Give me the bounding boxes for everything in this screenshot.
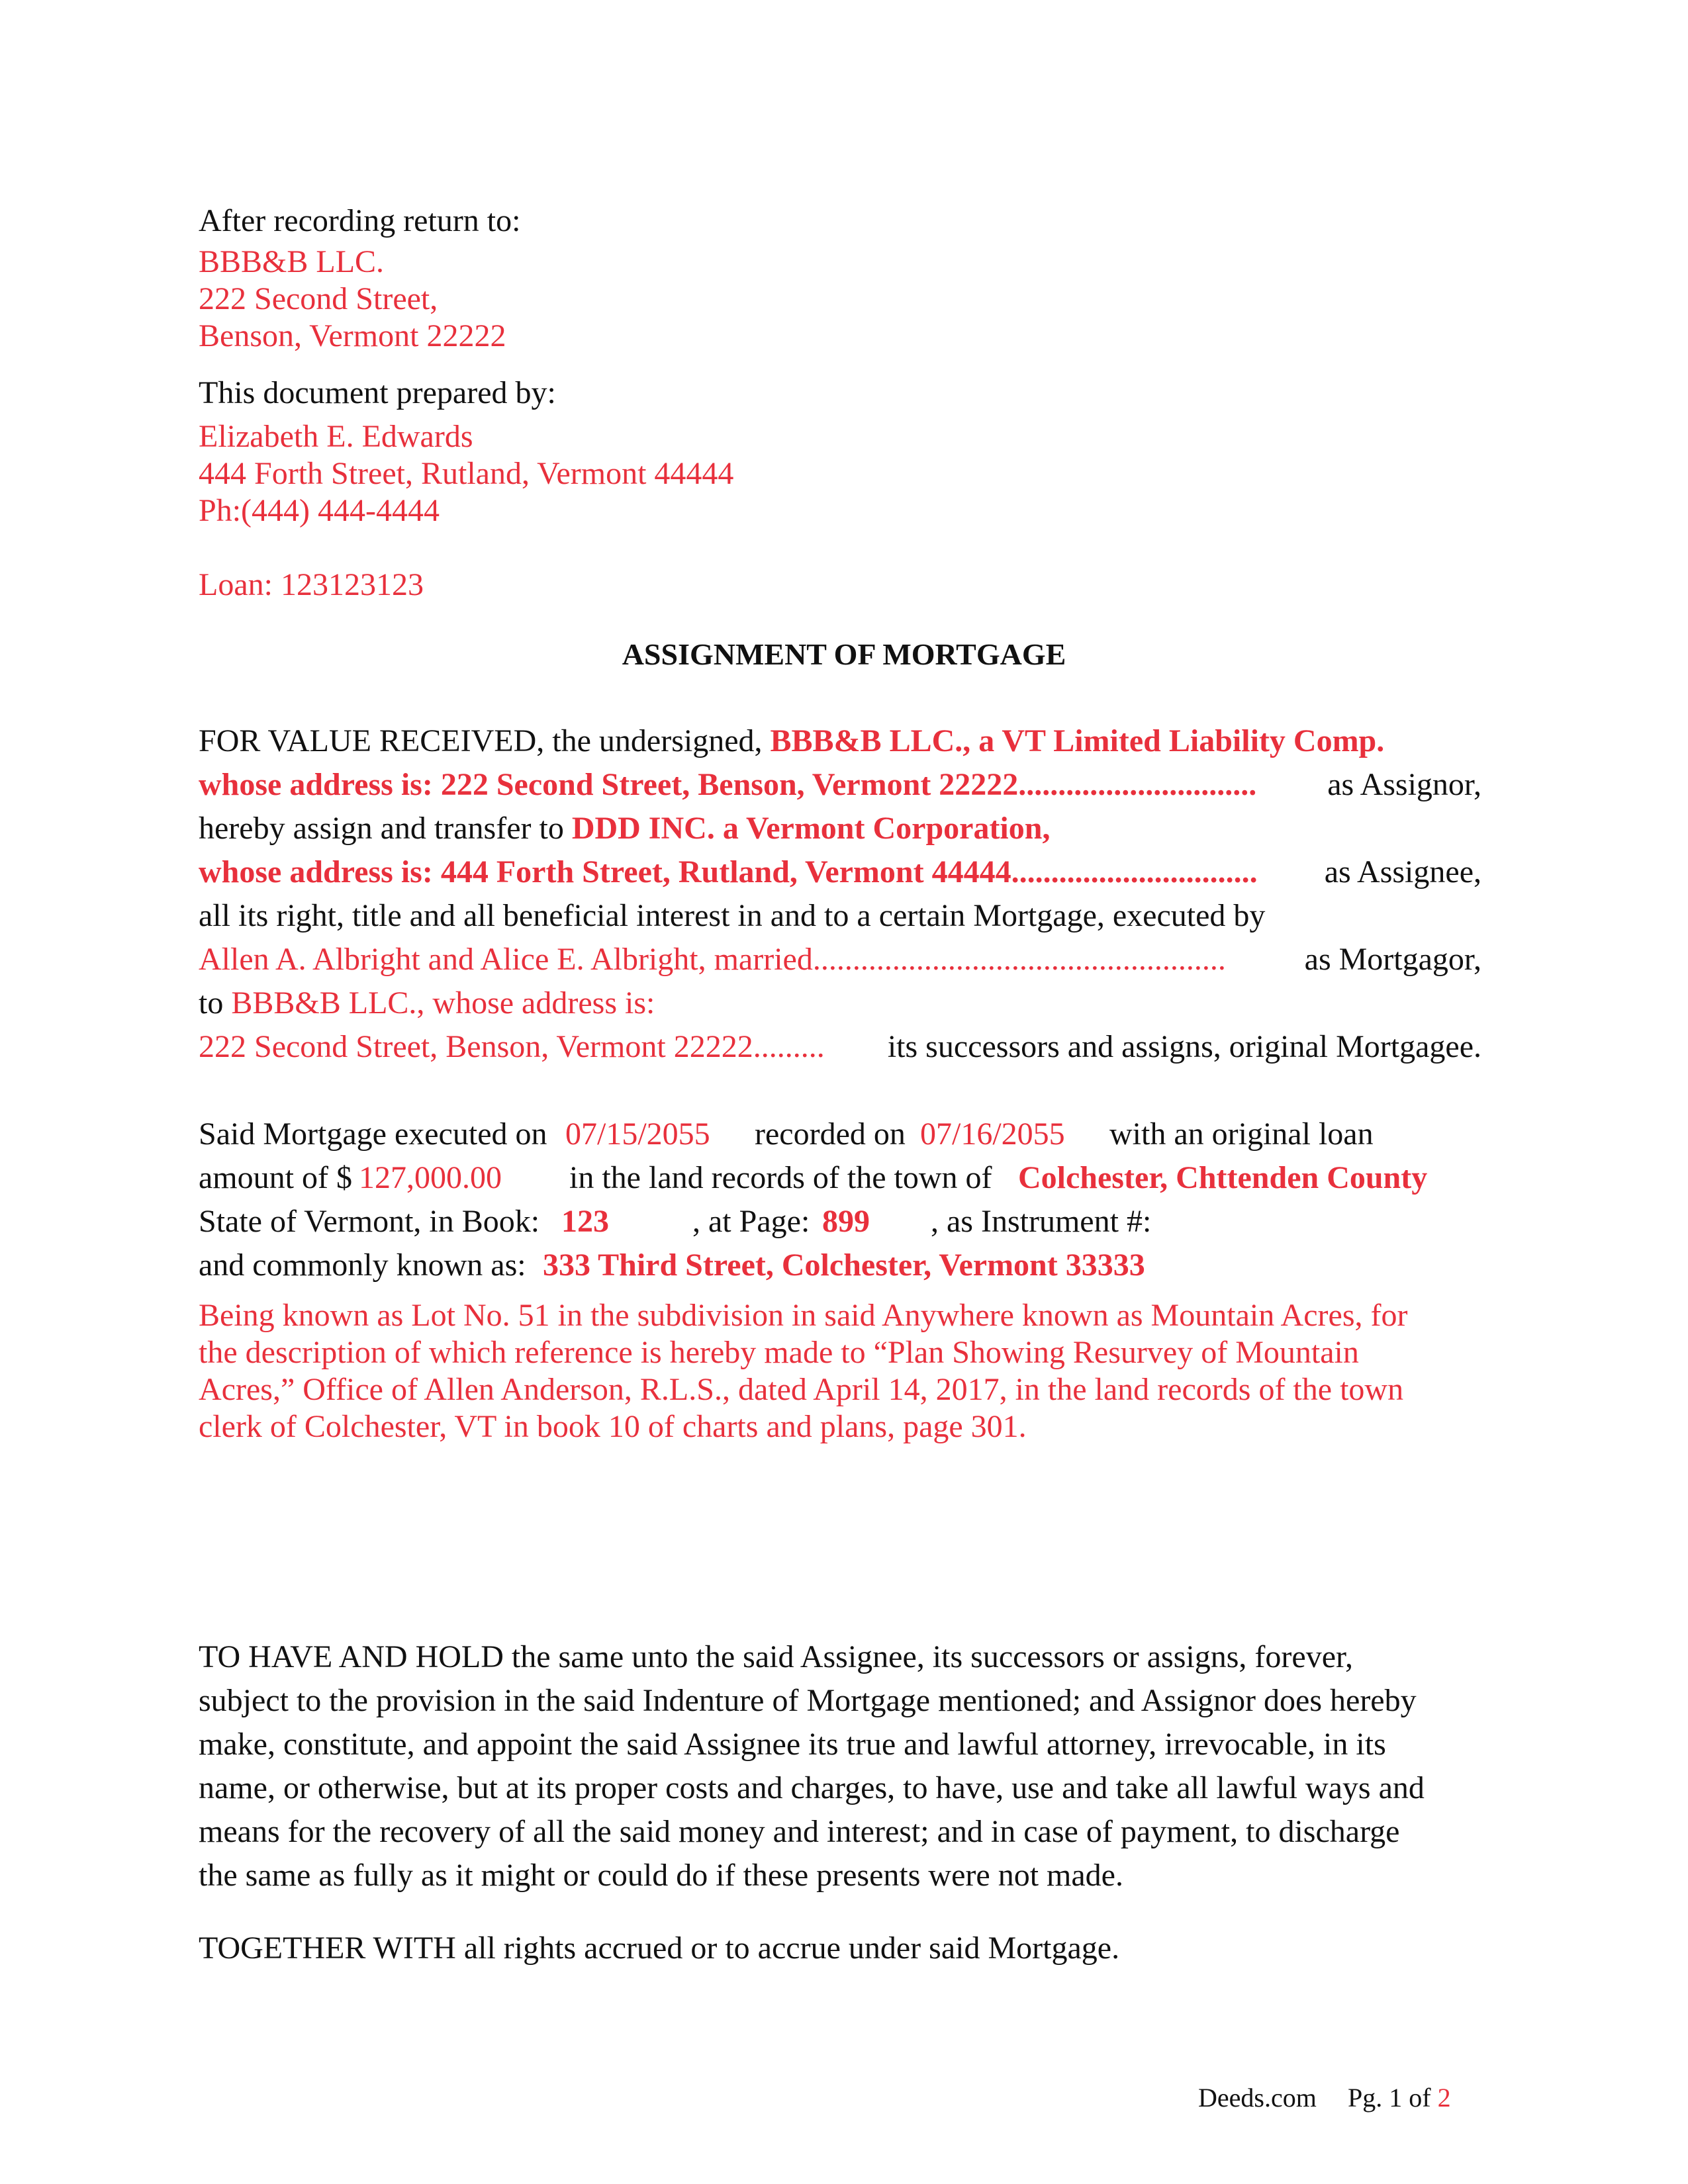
assignee-address: whose address is: 444 Forth Street, Rutland, Vermont 44444............................... xyxy=(199,854,1258,889)
page-count-label: Pg. 1 of xyxy=(1348,2083,1431,2113)
habendum-line: name, or otherwise, but at its proper costs and charges, to have, use and take all lawful ways and xyxy=(199,1770,1425,1805)
assignor-role: as Assignor, xyxy=(1327,767,1481,802)
assignor-address: whose address is: 222 Second Street, Benson, Vermont 22222.............................. xyxy=(199,767,1257,802)
book-label: State of Vermont, in Book: xyxy=(199,1204,540,1239)
habendum-line: make, constitute, and appoint the said Assignee its true and lawful attorney, irrevocable, in its xyxy=(199,1727,1386,1762)
mortgagee-address: 222 Second Street, Benson, Vermont 22222......... xyxy=(199,1029,825,1064)
interest-text: all its right, title and all beneficial interest in and to a certain Mortgage, executed by xyxy=(199,898,1266,933)
property-address: 333 Third Street, Colchester, Vermont 33333 xyxy=(543,1248,1145,1283)
legal-description-line: clerk of Colchester, VT in book 10 of charts and plans, page 301. xyxy=(199,1409,1027,1444)
habendum-line: TO HAVE AND HOLD the same unto the said Assignee, its successors or assigns, forever, xyxy=(199,1639,1354,1674)
loan-number: Loan: 123123123 xyxy=(199,567,424,602)
total-pages: 2 xyxy=(1437,2083,1451,2113)
together-with: TOGETHER WITH all rights accrued or to accrue under said Mortgage. xyxy=(199,1931,1120,1966)
return-to-street: 222 Second Street, xyxy=(199,281,438,316)
executed-label: Said Mortgage executed on xyxy=(199,1116,547,1152)
amount-label: amount of $ xyxy=(199,1160,352,1195)
habendum-line: means for the recovery of all the said money and interest; and in case of payment, to discharge xyxy=(199,1814,1400,1849)
habendum-line: subject to the provision in the said Indenture of Mortgage mentioned; and Assignor does hereby xyxy=(199,1683,1417,1718)
assignor-name: BBB&B LLC., a VT Limited Liability Comp. xyxy=(770,723,1385,758)
original-loan-label: with an original loan xyxy=(1109,1116,1374,1152)
footer-page xyxy=(1348,2085,1451,2111)
assignment-line-1 xyxy=(199,725,1384,757)
book-number: 123 xyxy=(561,1204,609,1239)
preparer-name: Elizabeth E. Edwards xyxy=(199,419,473,454)
mortgagor-role: as Mortgagor, xyxy=(1304,942,1481,977)
footer-site: Deeds.com xyxy=(1198,2083,1317,2113)
legal-description-line: Acres,” Office of Allen Anderson, R.L.S., dated April 14, 2017, in the land records of the town xyxy=(199,1372,1404,1407)
original-mortgagee: BBB&B LLC., whose address is: xyxy=(231,985,655,1021)
return-to-label: After recording return to: xyxy=(199,203,521,238)
return-to-name: BBB&B LLC. xyxy=(199,244,385,279)
loan-amount: 127,000.00 xyxy=(359,1160,502,1195)
recorded-date: 07/16/2055 xyxy=(920,1116,1065,1152)
document-title: ASSIGNMENT OF MORTGAGE xyxy=(622,637,1066,671)
legal-description-line: the description of which reference is hereby made to “Plan Showing Resurvey of Mountain xyxy=(199,1335,1359,1370)
recorded-label: recorded on xyxy=(755,1116,906,1152)
preparer-address: 444 Forth Street, Rutland, Vermont 44444 xyxy=(199,456,734,491)
preparer-phone: Ph:(444) 444-4444 xyxy=(199,493,440,528)
mortgagor-names: Allen A. Albright and Alice E. Albright, married.................................................... xyxy=(199,942,1226,977)
town-label: in the land records of the town of xyxy=(569,1160,992,1195)
town-county: Colchester, Chttenden County xyxy=(1018,1160,1428,1195)
page-number: 899 xyxy=(822,1204,870,1239)
assignment-line-3 xyxy=(199,813,1050,844)
return-to-city: Benson, Vermont 22222 xyxy=(199,318,506,353)
assignee-name: DDD INC. a Vermont Corporation, xyxy=(571,811,1051,846)
habendum-line: the same as fully as it might or could do if these presents were not made. xyxy=(199,1858,1123,1893)
prepared-by-label: This document prepared by: xyxy=(199,375,556,410)
assignment-line-8 xyxy=(199,987,655,1019)
intro-text: FOR VALUE RECEIVED, the undersigned, xyxy=(199,723,763,758)
to-text: to xyxy=(199,985,224,1021)
page-label: , at Page: xyxy=(692,1204,810,1239)
executed-date: 07/15/2055 xyxy=(565,1116,710,1152)
mortgagee-role: its successors and assigns, original Mortgagee. xyxy=(887,1029,1481,1064)
transfer-text: hereby assign and transfer to xyxy=(199,811,564,846)
assignee-role: as Assignee, xyxy=(1324,854,1481,889)
known-as-label: and commonly known as: xyxy=(199,1248,526,1283)
legal-description-line: Being known as Lot No. 51 in the subdivision in said Anywhere known as Mountain Acres, for xyxy=(199,1298,1408,1333)
instrument-label: , as Instrument #: xyxy=(931,1204,1152,1239)
